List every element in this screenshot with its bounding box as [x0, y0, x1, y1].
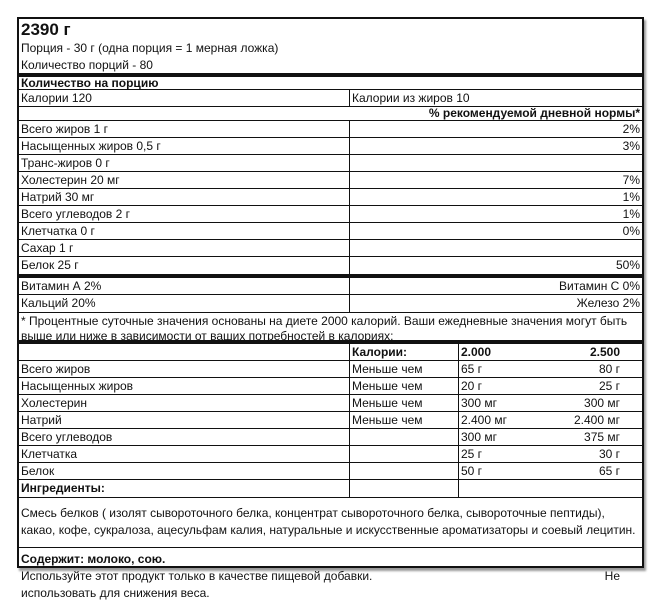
ref-2500: 25 г — [598, 379, 620, 393]
nutrient-row — [19, 172, 642, 189]
servings-count: Количество порций - 80 — [21, 58, 153, 72]
nutrient-dv: 1% — [622, 190, 640, 204]
nutrient-row — [19, 121, 642, 138]
nutrient-row — [19, 138, 642, 155]
reference-row — [19, 378, 642, 395]
nutrient-dv: 7% — [622, 173, 640, 187]
ref-2500: 30 г — [598, 447, 620, 461]
ref-condition: Меньше чем — [350, 412, 459, 428]
nutrient-dv: 3% — [622, 139, 640, 153]
empty-cell — [459, 480, 642, 497]
ref-condition — [350, 446, 459, 462]
amount-per-serving — [19, 77, 642, 90]
ref-nutrient: Всего жиров — [19, 361, 350, 377]
amount-label: Количество на порцию — [21, 77, 159, 89]
empty-cell — [350, 480, 459, 497]
nutrient-row — [19, 155, 642, 172]
reference-row — [19, 446, 642, 463]
nutrient-dv: 1% — [622, 207, 640, 221]
vitamin-right: Витамин С 0% — [559, 279, 640, 293]
ref-condition — [350, 429, 459, 445]
ref-condition — [350, 463, 459, 479]
reference-row — [19, 361, 642, 378]
ref-nutrient: Холестерин — [19, 395, 350, 411]
nutrient-name: Натрий 30 мг — [19, 189, 350, 205]
nutrient-dv: 0% — [622, 224, 640, 238]
nutrient-name: Сахар 1 г — [19, 240, 350, 256]
ingredients-label: Ингредиенты: — [19, 480, 350, 497]
reference-header — [19, 344, 642, 361]
ref-2500: 80 г — [598, 362, 620, 376]
warning-text: Используйте этот продукт только в качестве пищевой добавки. — [21, 569, 373, 583]
vitamin-left: Витамин А 2% — [19, 278, 350, 294]
vitamin-left: Кальций 20% — [19, 295, 350, 312]
calories-from-fat: Калории из жиров 10 — [352, 91, 470, 105]
ref-nutrient: Натрий — [19, 412, 350, 428]
ingredients-header — [19, 480, 642, 497]
warning-line — [21, 568, 640, 585]
ref-nutrient: Клетчатка — [19, 446, 350, 462]
nutrient-row — [19, 206, 642, 223]
ref-2000: 20 г — [461, 379, 483, 393]
header-section — [19, 19, 642, 77]
ingredients-text: Смесь белков ( изолят сывороточного белка, концентрат сывороточного белка, сывороточные пептиды), какао, кофе, сукралоза, ацесульфам калия, натуральные и искусственные ароматизаторы и соевый лецитин. — [19, 498, 642, 548]
reference-table — [19, 344, 642, 498]
ref-nutrient: Насыщенных жиров — [19, 378, 350, 394]
nutrient-name: Клетчатка 0 г — [19, 223, 350, 239]
warning-text-2: Не — [604, 569, 620, 583]
col-2000: 2.000 — [461, 345, 492, 359]
dv-header: % рекомендуемой дневной нормы* — [428, 107, 640, 120]
net-weight: 2390 г — [21, 20, 71, 39]
calories: Калории 120 — [19, 90, 350, 106]
nutrient-dv — [350, 155, 642, 171]
nutrition-label — [17, 17, 644, 600]
col-2500: 2.500 — [589, 345, 620, 359]
reference-row — [19, 395, 642, 412]
nutrient-row — [19, 189, 642, 206]
calories-row — [19, 90, 642, 107]
ref-2000: 300 мг — [461, 396, 497, 410]
nutrient-name: Всего углеводов 2 г — [19, 206, 350, 222]
allergen-section — [19, 548, 642, 605]
ref-2500: 300 мг — [584, 396, 620, 410]
ref-condition: Меньше чем — [350, 395, 459, 411]
nutrient-dv — [350, 240, 642, 256]
vitamin-right: Железо 2% — [576, 296, 640, 310]
vitamin-row — [19, 295, 642, 312]
nutrient-dv: 2% — [622, 122, 640, 136]
contains: Содержит: молоко, сою. — [21, 552, 166, 566]
reference-row — [19, 412, 642, 429]
ref-condition: Меньше чем — [350, 361, 459, 377]
warning-text-3: использовать для снижения веса. — [21, 586, 210, 600]
reference-row — [19, 463, 642, 480]
footnote: * Процентные суточные значения основаны на диете 2000 калорий. Ваши ежедневные значения могут быть выше или ниже в зависимости от ваших потребностей в калориях: — [19, 313, 642, 344]
ref-2000: 2.400 мг — [461, 413, 507, 427]
nutrient-row — [19, 223, 642, 240]
ref-2500: 65 г — [598, 464, 620, 478]
ref-2000: 50 г — [461, 464, 483, 478]
vitamin-row — [19, 278, 642, 295]
ref-nutrient: Белок — [19, 463, 350, 479]
serving-size: Порция - 30 г (одна порция = 1 мерная ложка) — [21, 41, 279, 55]
nutrient-dv: 50% — [615, 258, 640, 272]
nutrient-row — [19, 240, 642, 257]
ref-2000: 300 мг — [461, 430, 497, 444]
nutrient-name: Всего жиров 1 г — [19, 121, 350, 137]
calories-header: Калории: — [350, 344, 459, 360]
nutrient-name: Транс-жиров 0 г — [19, 155, 350, 171]
nutrients-table — [19, 121, 642, 278]
ref-condition: Меньше чем — [350, 378, 459, 394]
nutrient-name: Белок 25 г — [19, 257, 350, 274]
nutrient-name: Холестерин 20 мг — [19, 172, 350, 188]
ref-2500: 2.400 мг — [574, 413, 620, 427]
dv-header-row — [19, 107, 642, 121]
reference-row — [19, 429, 642, 446]
ref-2000: 25 г — [461, 447, 483, 461]
nutrient-name: Насыщенных жиров 0,5 г — [19, 138, 350, 154]
ref-2500: 375 мг — [584, 430, 620, 444]
ref-nutrient: Всего углеводов — [19, 429, 350, 445]
nutrient-row — [19, 257, 642, 274]
ref-2000: 65 г — [461, 362, 483, 376]
empty-cell — [19, 344, 350, 360]
vitamins-table — [19, 278, 642, 313]
